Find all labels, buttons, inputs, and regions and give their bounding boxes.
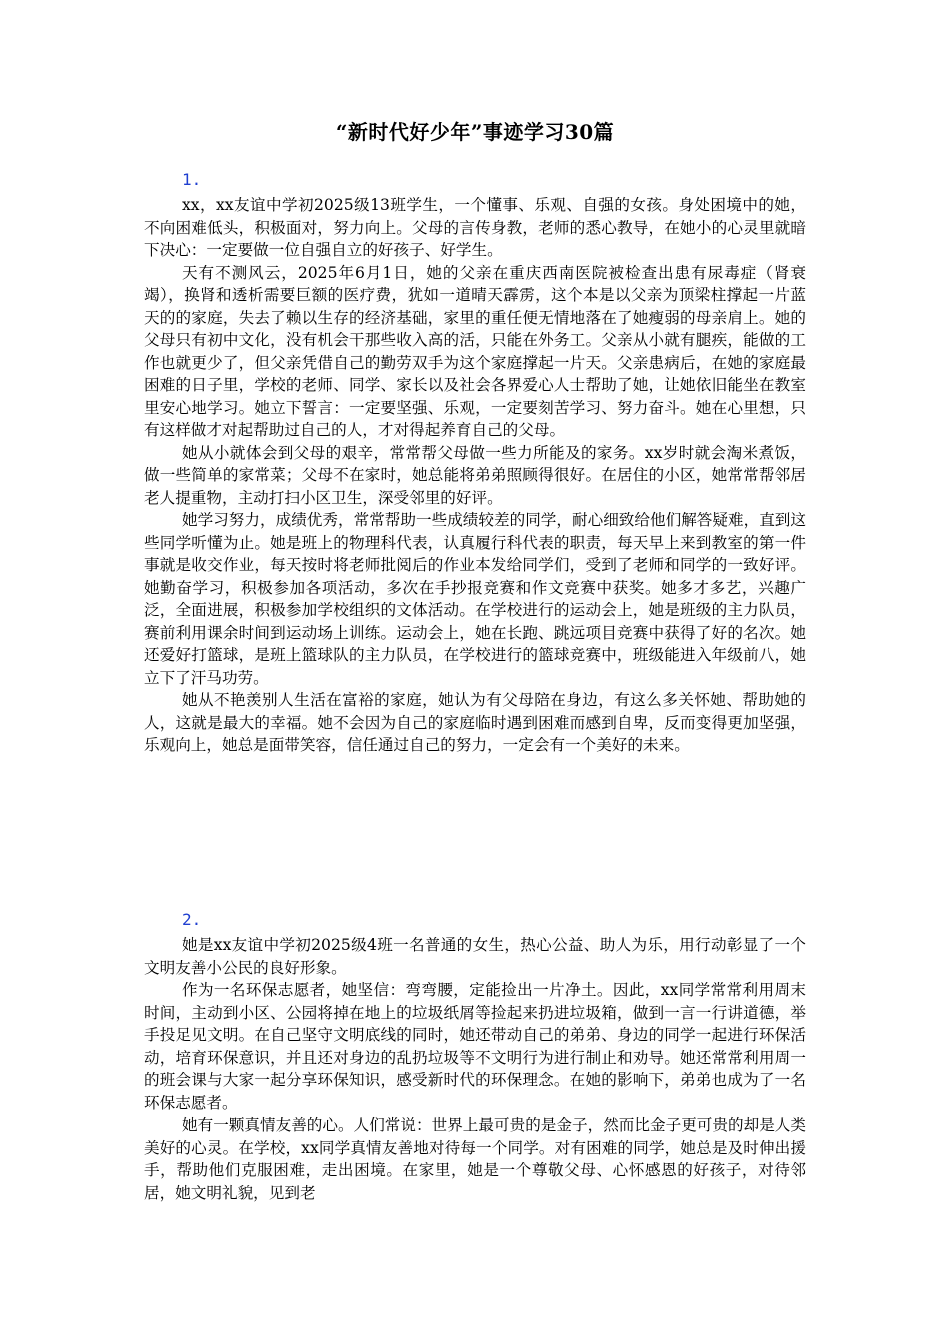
paragraph: xx，xx友谊中学初2025级13班学生，一个懂事、乐观、自强的女孩。身处困境中的她，不向困难低头，积极面对，努力向上。父母的言传身教，老师的悉心教导，在她小的心灵里就暗下决心：一定要做一位自强自立的好孩子、好学生。 — [144, 196, 806, 259]
paragraph: 天有不测风云，2025年6月1日，她的父亲在重庆西南医院被检查出患有尿毒症（肾衰竭），换肾和透析需要巨额的医疗费，犹如一道晴天霹雳，这个本是以父亲为顶梁柱撑起一片蓝天的的家庭，失去了赖以生存的经济基础，家里的重任便无情地落在了她瘦弱的母亲肩上。她的父母只有初中文化，没有机会干那些收入高的活，只能在外务工。父亲从小就有腿疾，能做的工作也就更少了，但父亲凭借自己的勤劳双手为这个家庭撑起一片天。父亲患病后，在她的家庭最困难的日子里，学校的老师、同学、家长以及社会各界爱心人士帮助了她，让她依旧能坐在教室里安心地学习。她立下誓言：一定要坚强、乐观，一定要刻苦学习、努力奋斗。她在心里想，只有这样做才对起帮助过自己的人，才对得起养育自己的父母。 — [144, 263, 806, 439]
story-section-1 — [144, 168, 806, 757]
story-section-2 — [144, 908, 806, 1204]
paragraph: 她是xx友谊中学初2025级4班一名普通的女生，热心公益、助人为乐，用行动彰显了一个文明友善小公民的良好形象。 — [144, 936, 806, 977]
paragraph: 她从不艳羡别人生活在富裕的家庭，她认为有父母陪在身边，有这么多关怀她、帮助她的人，这就是最大的幸福。她不会因为自己的家庭临时遇到困难而感到自卑，反而变得更加坚强，乐观向上，她总是面带笑容，信任通过自己的努力，一定会有一个美好的未来。 — [144, 691, 806, 754]
section-number: 1. — [182, 170, 202, 189]
paragraph: 作为一名环保志愿者，她坚信：弯弯腰，定能捡出一片净土。因此，xx同学常常利用周末时间，主动到小区、公园将掉在地上的垃圾纸屑等捡起来扔进垃圾箱，做到一言一行讲道德，举手投足见文明。在自己坚守文明底线的同时，她还带动自己的弟弟、身边的同学一起进行环保活动，培育环保意识，并且还对身边的乱扔垃圾等不文明行为进行制止和劝导。她还常常利用周一的班会课与大家一起分享环保知识，感受新时代的环保理念。在她的影响下，弟弟也成为了一名环保志愿者。 — [144, 981, 806, 1112]
paragraph: 她有一颗真情友善的心。人们常说：世界上最可贵的是金子，然而比金子更可贵的却是人类美好的心灵。在学校，xx同学真情友善地对待每一个同学。对有困难的同学，她总是及时伸出援手，帮助他们克服困难，走出困境。在家里，她是一个尊敬父母、心怀感恩的好孩子，对待邻居，她文明礼貌，见到老 — [144, 1116, 806, 1202]
paragraph: 她从小就体会到父母的艰辛，常常帮父母做一些力所能及的家务。xx岁时就会淘米煮饭，做一些简单的家常菜；父母不在家时，她总能将弟弟照顾得很好。在居住的小区，她常常帮邻居老人提重物，主动打扫小区卫生，深受邻里的好评。 — [144, 443, 806, 507]
paragraph: 她学习努力，成绩优秀，常常帮助一些成绩较差的同学，耐心细致给他们解答疑难，直到这些同学听懂为止。她是班上的物理科代表，认真履行科代表的职责，每天早上来到教室的第一件事就是收交作业，每天按时将老师批阅后的作业本发给同学们，受到了老师和同学的一致好评。她勤奋学习，积极参加各项活动，多次在手抄报竞赛和作文竞赛中获奖。她多才多艺，兴趣广泛，全面进展，积极参加学校组织的文体活动。在学校进行的运动会上，她是班级的主力队员，赛前利用课余时间到运动场上训练。运动会上，她在长跑、跳远项目竞赛中获得了好的名次。她还爱好打篮球，是班上篮球队的主力队员，在学校进行的篮球竞赛中，班级能进入年级前八，她立下了汗马功劳。 — [144, 511, 806, 687]
document-title: “新时代好少年”事迹学习30篇 — [335, 120, 615, 144]
section-number: 2. — [182, 910, 202, 929]
